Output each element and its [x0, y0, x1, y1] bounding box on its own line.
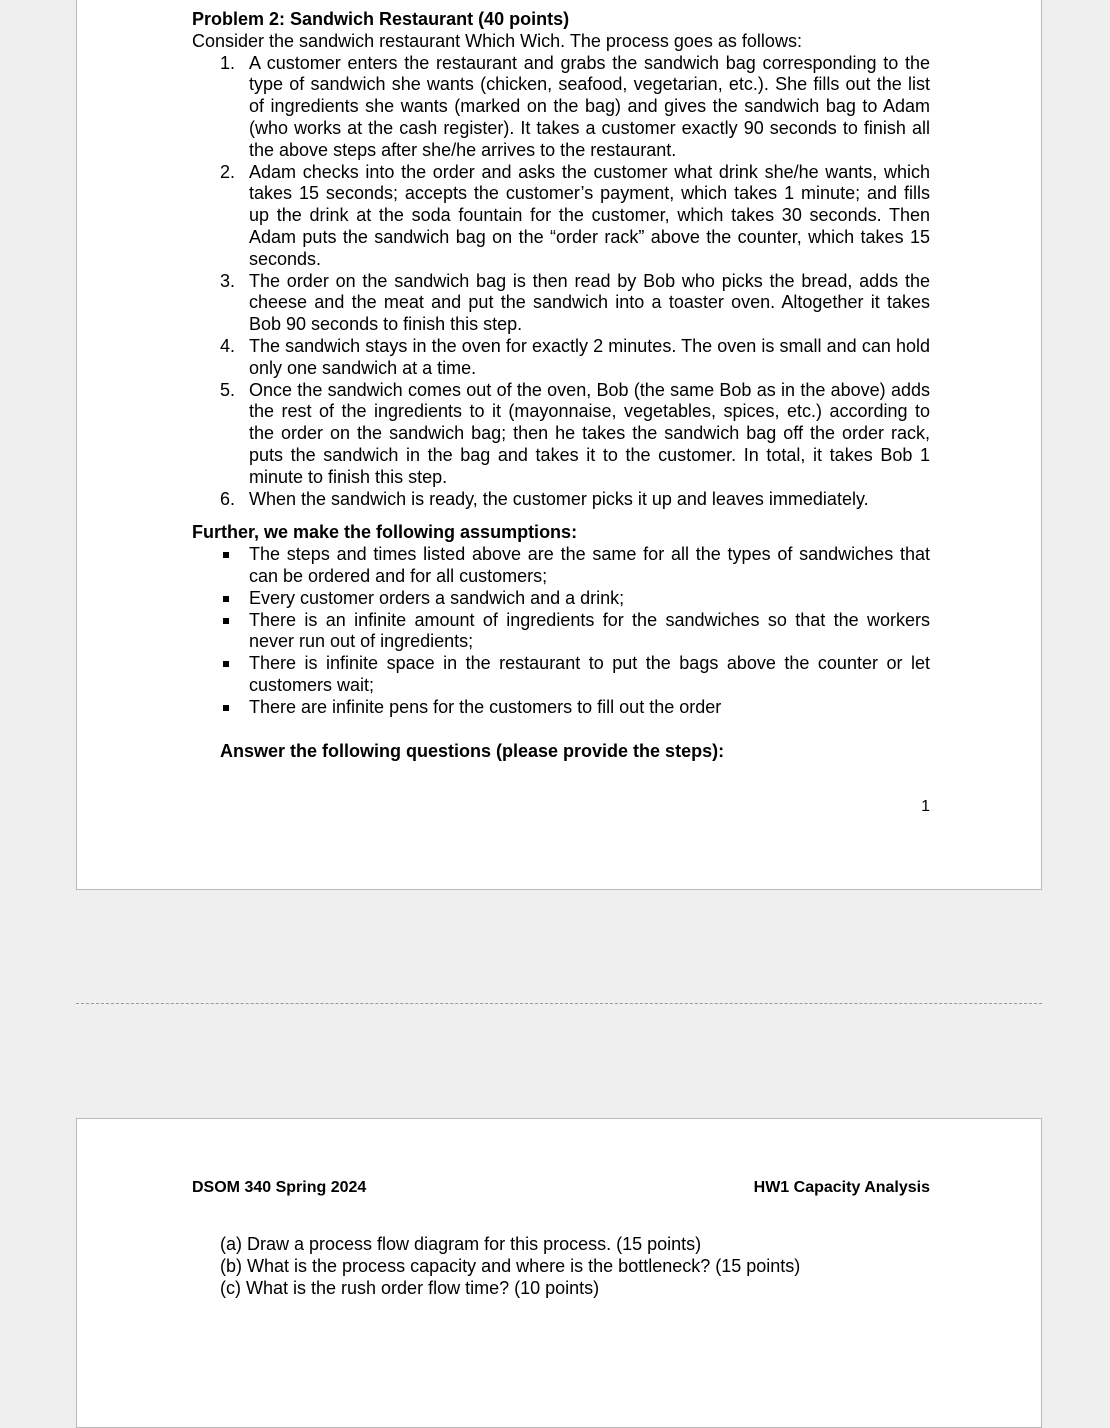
step-text: The sandwich stays in the oven for exactly 2 minutes. The oven is small and can hold only one sandwich at a time. [249, 335, 930, 378]
problem-title: Problem 2: Sandwich Restaurant (40 points) [192, 9, 570, 29]
process-step [192, 336, 930, 380]
assignment-label: HW1 Capacity Analysis [753, 1179, 930, 1196]
question-item: (b) What is the process capacity and where is the bottleneck? (15 points) [220, 1255, 801, 1276]
assumption-item [192, 653, 930, 697]
process-step [192, 489, 930, 511]
document-page-2 [76, 1118, 1042, 1428]
process-step [192, 380, 930, 489]
assumptions-list [192, 544, 930, 718]
page-1-content [192, 9, 930, 815]
questions-list [220, 1234, 920, 1299]
step-text: The order on the sandwich bag is then read by Bob who picks the bread, adds the cheese and the meat and put the sandwich into a toaster oven. Altogether it takes Bob 90 seconds to finish this step. [249, 270, 930, 335]
question-item: (c) What is the rush order flow time? (10 points) [220, 1277, 600, 1298]
process-step [192, 271, 930, 336]
problem-intro: Consider the sandwich restaurant Which Wich. The process goes as follows: [192, 30, 802, 51]
course-label: DSOM 340 Spring 2024 [192, 1179, 367, 1196]
page-break-divider [76, 1003, 1042, 1004]
square-bullet-icon [223, 552, 229, 558]
assumptions-heading: Further, we make the following assumptions: [192, 522, 578, 543]
page-number: 1 [921, 798, 930, 815]
step-number: 6. [220, 488, 236, 509]
page-header [192, 1179, 930, 1197]
square-bullet-icon [223, 661, 229, 667]
question-item: (a) Draw a process flow diagram for this process. (15 points) [220, 1234, 702, 1254]
answer-prompt: Answer the following questions (please provide the steps): [220, 740, 725, 761]
assumption-item [192, 697, 930, 719]
assumption-text: There are infinite pens for the customers to fill out the order [249, 696, 722, 717]
step-number: 4. [220, 335, 236, 356]
assumption-text: The steps and times listed above are the same for all the types of sandwiches that can be ordered and for all customers; [249, 544, 930, 586]
step-number: 1. [220, 52, 236, 73]
assumption-text: Every customer orders a sandwich and a drink; [249, 587, 625, 608]
process-step [192, 162, 930, 271]
step-text: A customer enters the restaurant and grabs the sandwich bag corresponding to the type of sandwich she wants (chicken, seafood, vegetarian, etc.). She fills out the list of ingredients she wants (marked on the bag) and gives the sandwich bag to Adam (who works at the cash register). It takes a customer exactly 90 seconds to finish all the above steps after she/he arrives to the restaurant. [249, 52, 930, 160]
step-text: Adam checks into the order and asks the customer what drink she/he wants, which takes 15 seconds; accepts the customer’s payment, which takes 1 minute; and fills up the drink at the soda fountain for the customer, which takes 30 seconds. Then Adam puts the sandwich bag on the “order rack” above the counter, which takes 15 seconds. [249, 161, 930, 269]
square-bullet-icon [223, 596, 229, 602]
step-number: 3. [220, 270, 236, 291]
square-bullet-icon [223, 705, 229, 711]
assumption-text: There is infinite space in the restaurant to put the bags above the counter or let customers wait; [249, 653, 930, 695]
assumption-item [192, 588, 930, 610]
process-steps-list [192, 53, 930, 511]
process-step [192, 53, 930, 162]
assumption-item [192, 544, 930, 588]
step-number: 2. [220, 161, 236, 182]
step-text: Once the sandwich comes out of the oven, Bob (the same Bob as in the above) adds the rest of the ingredients to it (mayonnaise, vegetables, spices, etc.) according to the order on the sandwich bag; then he takes the sandwich bag off the order rack, puts the sandwich in the bag and takes it to the customer. In total, it takes Bob 1 minute to finish this step. [249, 379, 930, 487]
square-bullet-icon [223, 618, 229, 624]
step-number: 5. [220, 379, 236, 400]
step-text: When the sandwich is ready, the customer picks it up and leaves immediately. [249, 488, 869, 509]
assumption-item [192, 610, 930, 654]
document-page-1 [76, 0, 1042, 890]
assumption-text: There is an infinite amount of ingredients for the sandwiches so that the workers never run out of ingredients; [249, 609, 930, 652]
